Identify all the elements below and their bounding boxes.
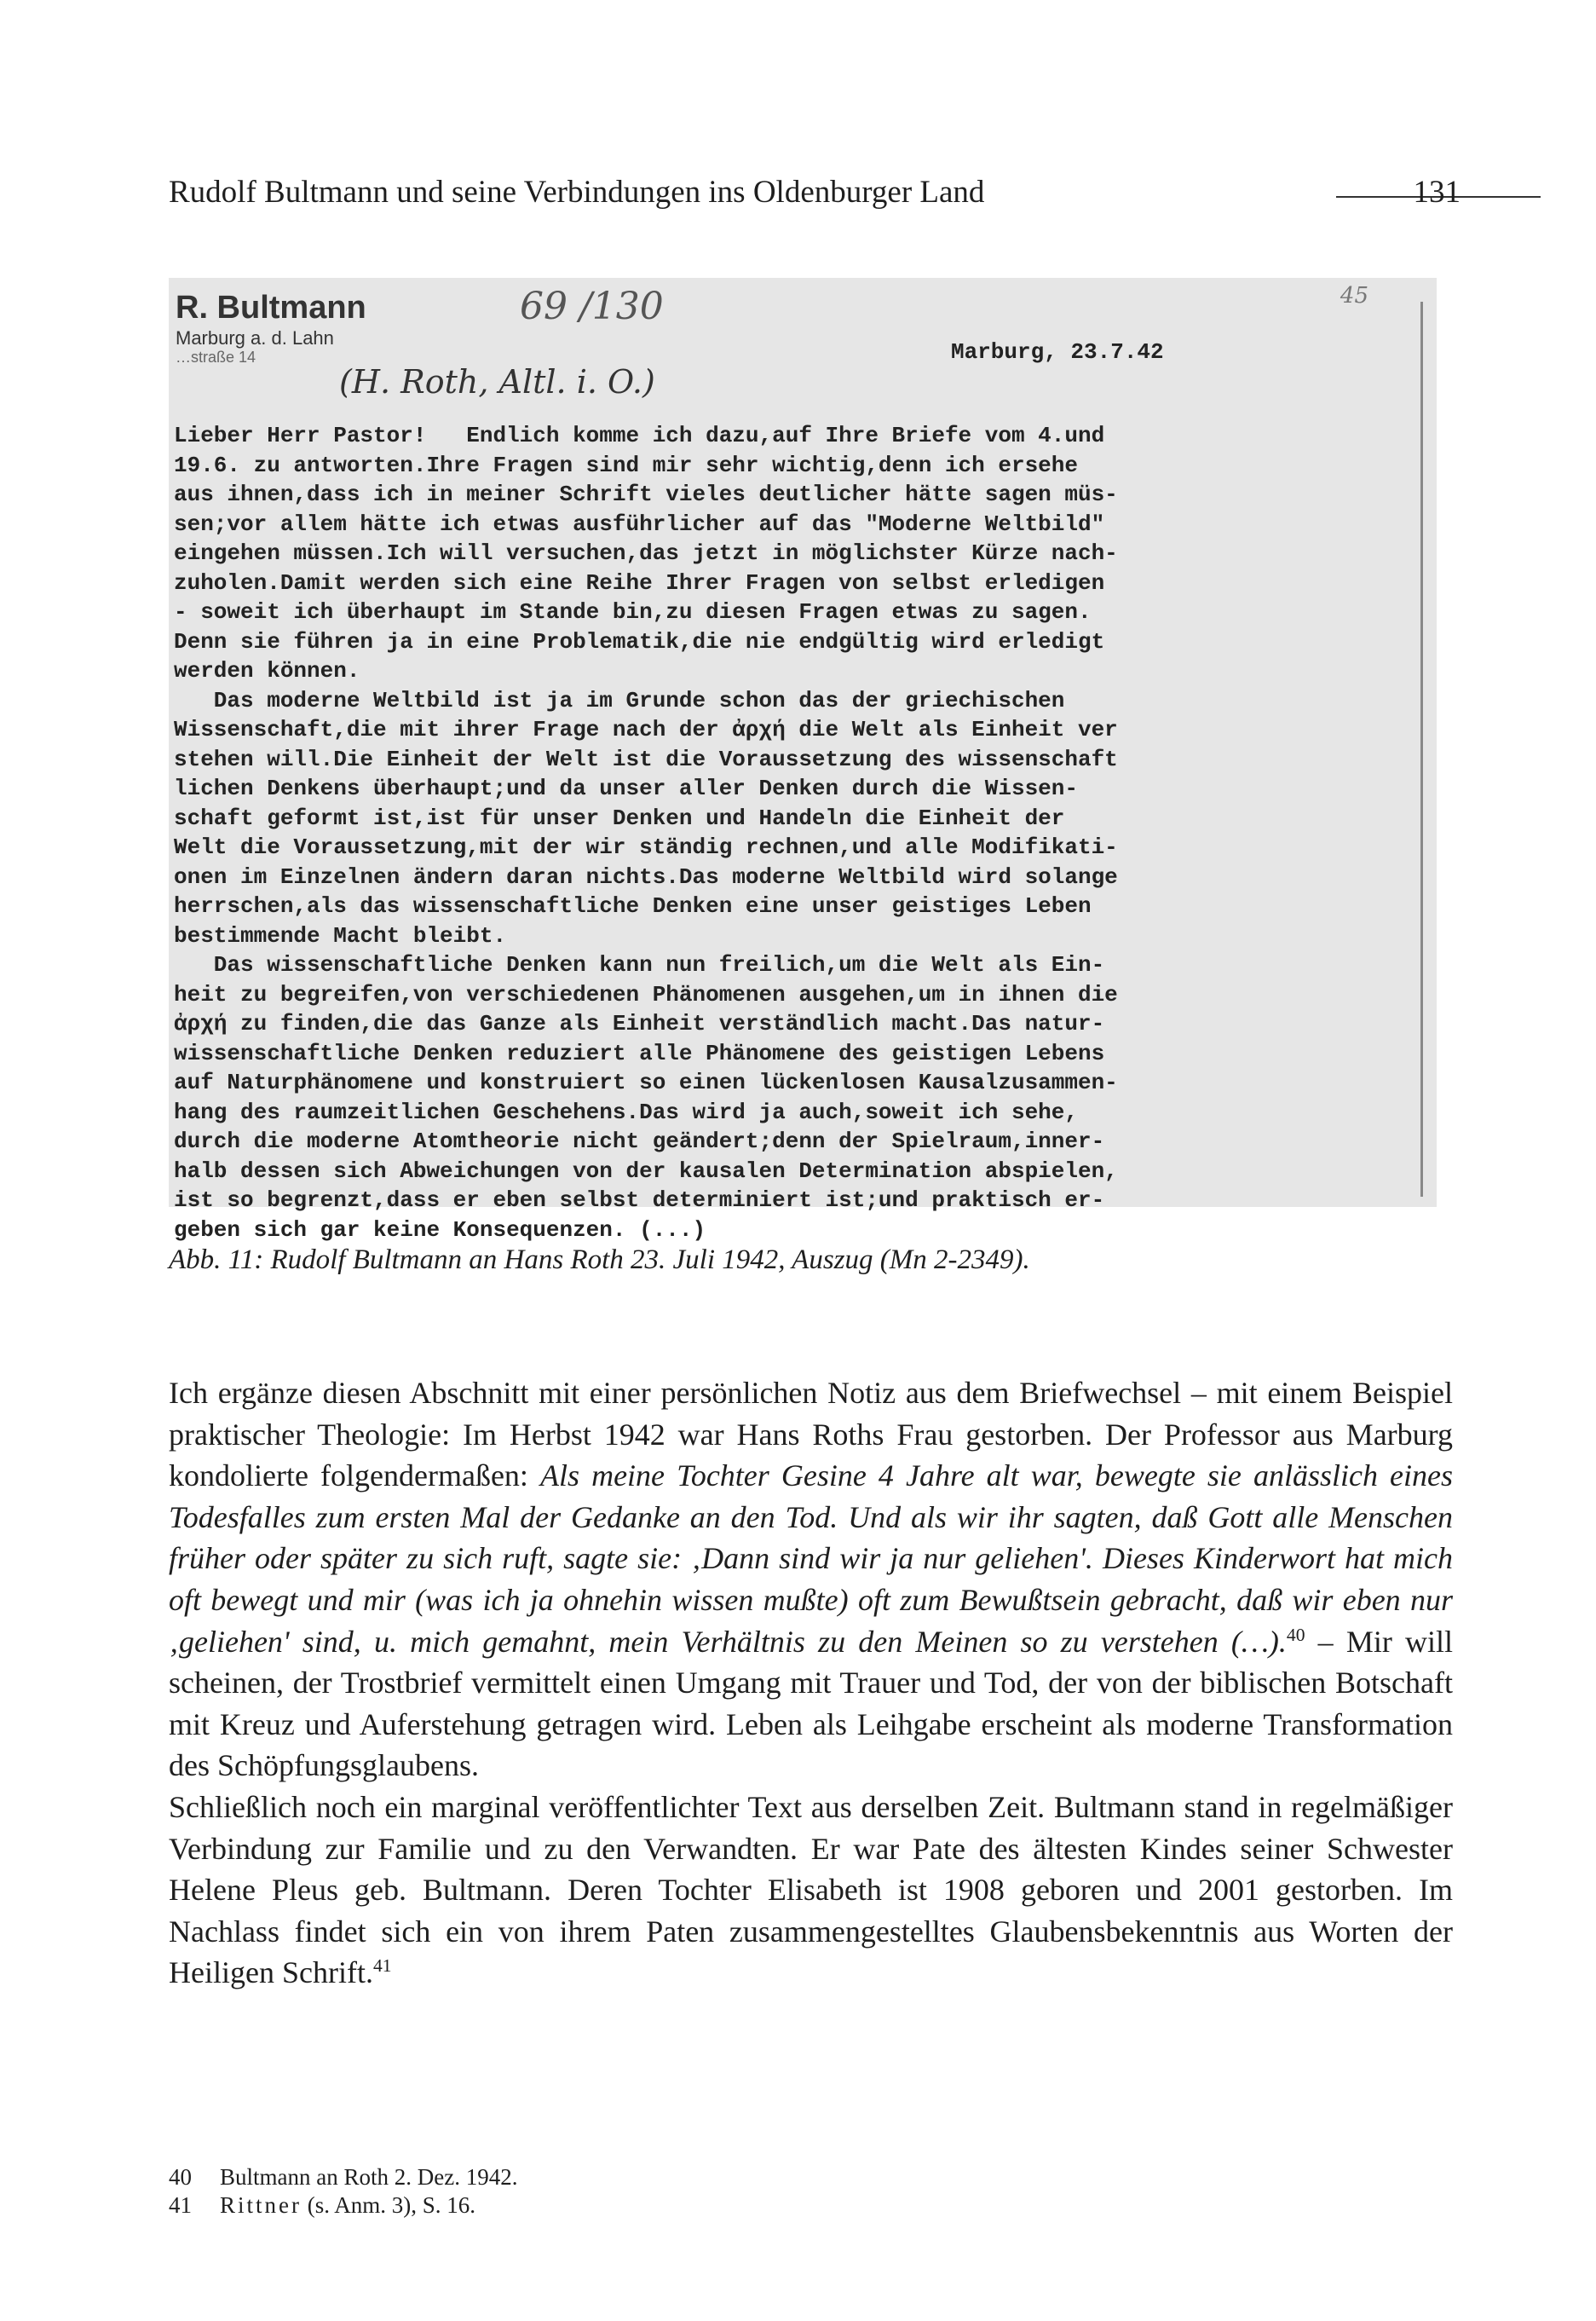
handwritten-note: (H. Roth, Altl. i. O.) [339,363,655,401]
letter-body [174,421,1426,1244]
footnote-text: (s. Anm. 3), S. 16. [302,2192,476,2218]
letter-line: Welt die Voraussetzung,mit der wir ständig rechnen,und alle Modifikati- [174,834,1118,860]
letter-date: Marburg, 23.7.42 [951,339,1164,365]
figure-caption: Abb. 11: Rudolf Bultmann an Hans Roth 23. Juli 1942, Auszug (Mn 2-2349). [169,1244,1030,1275]
running-title: Rudolf Bultmann und seine Verbindungen ins Oldenburger Land [169,175,985,210]
footnote-41 [169,2191,1453,2220]
letter-line: auf Naturphänomene und konstruiert so einen lückenlosen Kausalzusammen- [174,1070,1118,1095]
scan-edge [1420,302,1423,1197]
letterhead-name: R. Bultmann [176,290,366,326]
quotation: Als meine Tochter Gesine 4 Jahre alt war, bewegte sie anlässlich eines Todesfalles zum ersten Mal der Gedanke an den Tod. Und als wir ihr sagten, daß Gott alle Menschen früher oder später zu sich ruft, sagte sie: ‚Dann sind wir ja nur geliehen'. Dieses Kinderwort hat mich oft bewegt und mir (was ich ja ohnehin wissen mußte) oft zum Bewußtsein gebracht, daß wir eben nur ‚geliehen' sind, u. mich gemahnt, mein Verhältnis zu den Meinen so zu verstehen (…). [169,1458,1453,1659]
archive-number: 69 /130 [520,285,664,328]
footnotes [169,2163,1453,2220]
letter-line: ἀρχή zu finden,die das Ganze als Einheit verständlich macht.Das natur- [174,1011,1105,1036]
letterhead-city: Marburg a. d. Lahn [176,326,334,349]
letter-line: halb dessen sich Abweichungen von der kausalen Determination abspielen, [174,1158,1118,1184]
letter-line: Das wissenschaftliche Denken kann nun freilich,um die Welt als Ein- [174,952,1105,978]
letter-line: sen;vor allem hätte ich etwas ausführlicher auf das "Moderne Weltbild" [174,511,1105,537]
letter-line: - soweit ich überhaupt im Stande bin,zu diesen Fragen etwas zu sagen. [174,599,1092,625]
letter-line: durch die moderne Atomtheorie nicht geändert;denn der Spielraum,inner- [174,1129,1105,1154]
footnote-number: 40 [169,2164,192,2190]
paragraph-text: Schließlich noch ein marginal veröffentlichter Text aus derselben Zeit. Bultmann stand in regelmäßiger Verbindung zur Familie und zu den Verwandten. Er war Pate des ältesten Kindes seiner Schwester Helene Pleus geb. Bultmann. Deren Tochter Elisabeth ist 1908 geboren und 2001 gestorben. Im Nachlass findet sich ein von ihrem Paten zusammengestelltes Glaubensbekenntnis aus Worten der Heiligen Schrift. [169,1789,1453,1990]
letterhead-street: …straße 14 [176,348,256,366]
letter-line: lichen Denkens überhaupt;und da unser aller Denken durch die Wissen- [174,776,1078,801]
footnote-author: Rittner [220,2192,302,2218]
letter-line: bestimmende Macht bleibt. [174,922,507,949]
letter-line: eingehen müssen.Ich will versuchen,das jetzt in möglichster Kürze nach- [174,540,1118,566]
letter-line: zuholen.Damit werden sich eine Reihe Ihrer Fragen von selbst erledigen [174,569,1105,596]
footnote-ref-41[interactable]: 41 [372,1955,392,1977]
paragraph [169,1787,1453,1994]
paragraph-text: Ich ergänze diesen Abschnitt mit einer persönlichen Notiz aus dem Briefwechsel – mit einem Beispiel praktischer Theologie: Im Herbst 1942 war Hans Roths Frau gestorben. Der Professor aus Marburg kondolierte folgendermaßen: [169,1376,1453,1493]
letter-line: Wissenschaft,die mit ihrer Frage nach der ἀρχή die Welt als Einheit ver [174,717,1118,742]
paragraph [169,1372,1453,1787]
letter-line: werden können. [174,658,360,684]
footnote-number: 41 [169,2192,192,2218]
corner-mark: 45 [1340,283,1368,309]
running-header [169,170,1461,222]
footnote-40 [169,2163,1453,2191]
paragraph-text: – Mir will scheinen, der Trostbrief vermittelt einen Umgang mit Trauer und Tod, der von der biblischen Botschaft mit Kreuz und Auferstehung getragen wird. Leben als Leihgabe erscheint als moderne Transformation des Schöpfungsglaubens. [169,1624,1453,1783]
page-number: 131 [1413,175,1461,210]
letter-line: onen im Einzelnen ändern daran nichts.Das moderne Weltbild wird solange [174,863,1118,890]
letter-facsimile [169,278,1437,1243]
letter-line: heit zu begreifen,von verschiedenen Phänomenen ausgehen,um in ihnen die [174,981,1118,1007]
letter-line: geben sich gar keine Konsequenzen. (...) [174,1216,706,1243]
letter-line: Denn sie führen ja in eine Problematik,die nie endgültig wird erledigt [174,628,1105,655]
letter-line: stehen will.Die Einheit der Welt ist die Voraussetzung des wissenschaft [174,746,1118,772]
letter-line: schaft geformt ist,ist für unser Denken und Handeln die Einheit der [174,805,1065,831]
footnote-ref-40[interactable]: 40 [1286,1624,1305,1645]
letter-line: herrschen,als das wissenschaftliche Denken eine unser geistiges Leben [174,893,1092,919]
letterhead [176,290,366,367]
body-text [169,1372,1453,1994]
letter-line: Lieber Herr Pastor! Endlich komme ich dazu,auf Ihre Briefe vom 4.und [174,423,1105,448]
letter-line: wissenschaftliche Denken reduziert alle Phänomene des geistigen Lebens [174,1040,1105,1066]
letter-line: ist so begrenzt,dass er eben selbst determiniert ist;und praktisch er- [174,1187,1105,1213]
footnote-text: Bultmann an Roth 2. Dez. 1942. [220,2164,518,2190]
letter-line: 19.6. zu antworten.Ihre Fragen sind mir sehr wichtig,denn ich ersehe [174,452,1078,478]
letter-line: Das moderne Weltbild ist ja im Grunde schon das der griechischen [174,687,1065,713]
letter-line: aus ihnen,dass ich in meiner Schrift vieles deutlicher hätte sagen müs- [174,482,1118,507]
letter-line: hang des raumzeitlichen Geschehens.Das wird ja auch,soweit ich sehe, [174,1099,1078,1125]
